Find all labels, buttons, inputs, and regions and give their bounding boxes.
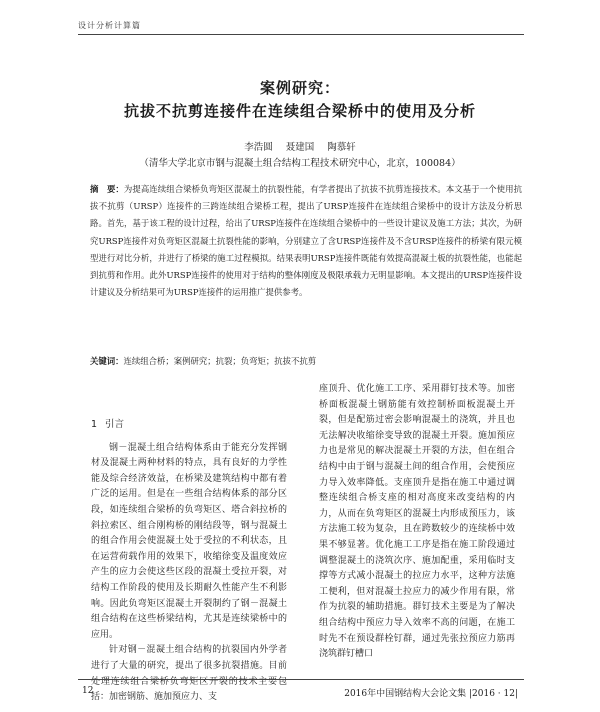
author-affiliation: （清华大学北京市钢与混凝土组合结构工程技术研究中心，北京，100084） — [139, 158, 461, 169]
keywords-text: 连续组合桥；案例研究；抗裂；负弯矩；抗拔不抗剪 — [123, 356, 317, 366]
body-paragraph: 钢－混凝土组合结构体系由于能充分发挥钢材及混凝土两种材料的特点，具有良好的力学性能及综合经济效益，在桥梁及建筑结构中都有着广泛的运用。但是在一些组合结构体系的部分区段，如连续组合梁桥的负弯矩区、塔合斜拉桥的斜拉索区、组合刚构桥的刚结段等，钢与混凝土的组合作用会使混凝土处于受拉的不利状态，且在运营荷载作用的效果下，收缩徐变及温度效应产生的应力会使这些区段的混凝土受拉开裂，对结构工作阶段的使用及长期耐久性能产生不利影响。因此负弯矩区混凝土开裂制约了钢－混凝土组合结构在这些桥梁结构，尤其是连续梁桥中的应用。 — [91, 442, 287, 640]
journal-footer: 2016年中国钢结构大会论文集 |2016 · 12| — [344, 689, 518, 699]
page-number: 12 — [82, 686, 94, 696]
section-heading-introduction — [91, 417, 287, 433]
section-title: 引言 — [105, 419, 125, 430]
keywords — [90, 354, 522, 368]
abstract-text: 为提高连续组合梁桥负弯矩区混凝土的抗裂性能，有学者提出了抗拔不抗剪连接技术。本文基于一个使用抗拔不抗剪（URSP）连接件的三跨连续组合梁桥工程，提出了URSP连接件在连续组合梁桥中的设计方法及分析思路。首先，基于该工程的设计过程，给出了URSP连接件在连续组合梁桥中的一些设计建议及施工方法；其次，为研究URSP连接件对负弯矩区混凝土抗裂性能的影响，分别建立了含URSP连接件及不含URSP连接件的桥梁有限元模型进行对比分析，并进行了桥梁的施工过程模拟。结果表明URSP连接件既能有效提高混凝土板的抗裂性能，也能起到抗剪和作用。此外URSP连接件的使用对于结构的整体刚度及极限承载力无明显影响。本文提出的URSP连接件设计建议及分析结果可为URSP连接件的运用推广提供参考。 — [90, 184, 522, 298]
paper-title-line-2: 抗拔不抗剪连接件在连续组合梁桥中的使用及分析 — [123, 102, 476, 120]
abstract — [90, 181, 522, 301]
body-paragraph: 座顶升、优化施工工序、采用群钉技术等。加密桥面板混凝土钢筋能有效控制桥面板混凝土开裂，但是配筋过密会影响混凝土的浇筑，并且也无法解决收缩徐变导致的混凝土开裂。施加预应力也是常见的解决混凝土开裂的方法，但在组合结构中由于钢与混凝土间的组合作用，会使预应力导入效率降低。支座顶升是指在施工中通过调整连续组合桥支座的相对高度来改变结构的内力，从而在负弯矩区的混凝土内形成预压力，该方法施工较为复杂，且在跨数较少的连续桥中效果不够显著。优化施工工序是指在施工阶段通过调整混凝土的浇筑次序、施加配重，采用临时支撑等方式减小混凝土的拉应力水平，这种方法施工便利，但对混凝土拉应力的减少作用有限，常作为抗裂的辅助措施。群钉技术主要是为了解决组合结构中预应力导入效率不高的问题，在施工时先不在预设群栓钉群，通过先张拉预应力筋再浇筑群钉槽口 — [319, 384, 515, 660]
body-column-left — [91, 393, 287, 706]
header-rule — [78, 34, 524, 35]
author-list: 李浩圆 聂建国 陶慕轩 — [244, 142, 356, 153]
paper-title-line-1: 案例研究： — [259, 79, 340, 97]
keywords-label: 关键词： — [90, 356, 124, 366]
body-column-right — [319, 382, 515, 663]
body-paragraph: 针对钢－混凝土组合结构的抗裂国内外学者进行了大量的研究，提出了很多抗裂措施。目前处理连续组合梁桥负弯矩区开裂的技术主要包括：加密钢筋、施加预应力、支 — [91, 645, 287, 703]
section-number: 1 — [91, 419, 98, 430]
running-head: 设计分析计算篇 — [78, 21, 141, 30]
footer-rule — [78, 679, 524, 680]
abstract-label: 摘 要： — [90, 184, 124, 194]
